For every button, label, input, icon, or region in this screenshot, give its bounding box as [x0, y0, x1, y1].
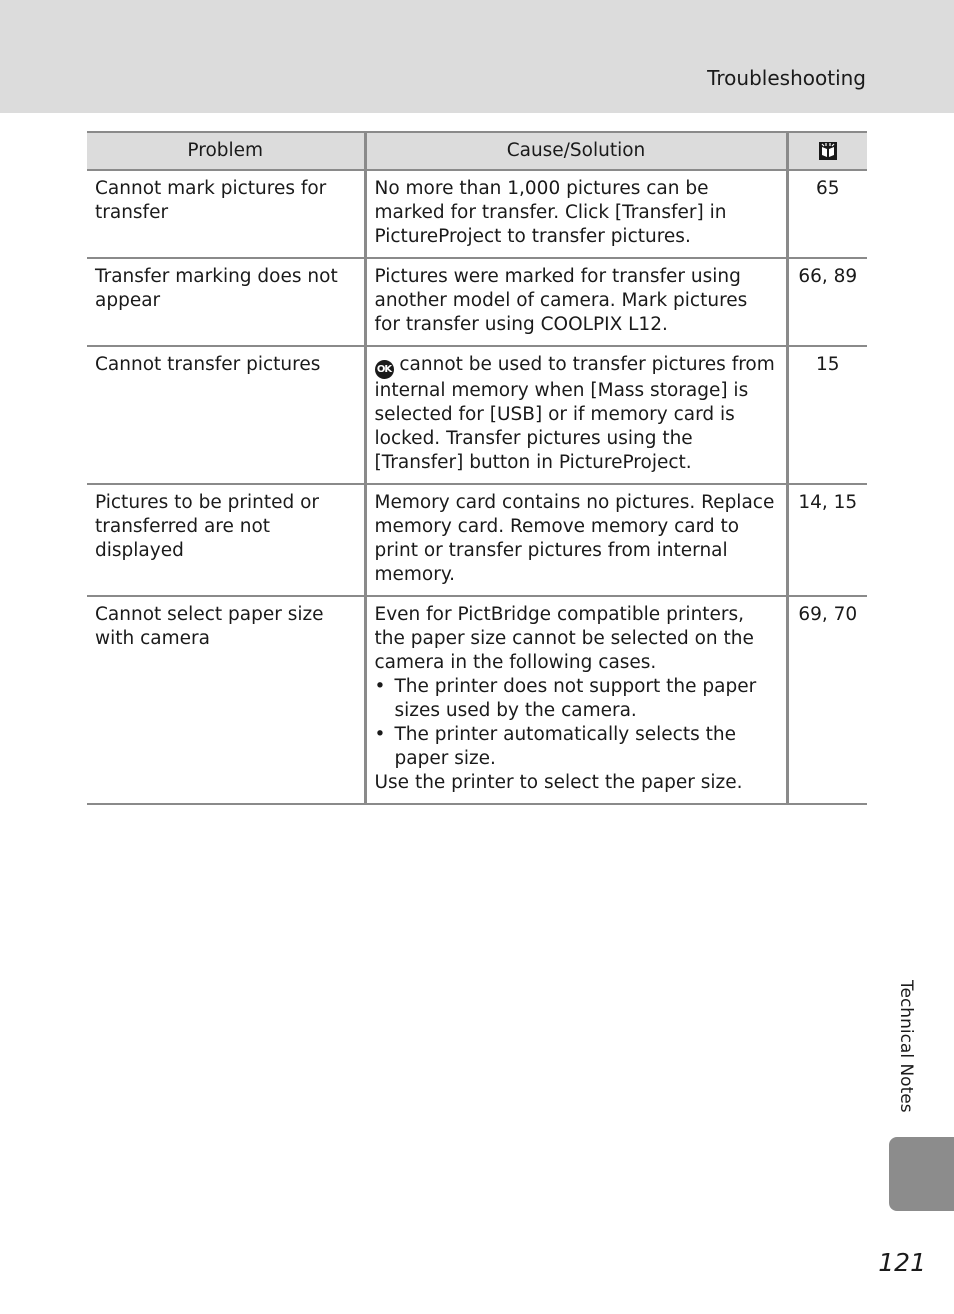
table-row	[87, 484, 867, 596]
solution-text: cannot be used to transfer pictures from internal memory when [Mass storage] is selected for [USB] or if memory card is locked. Transfer pictures using the [Transfer] button in PictureProject.	[374, 354, 775, 473]
header-page-ref	[787, 132, 867, 170]
bullet-text: The printer does not support the paper sizes used by the camera.	[394, 676, 757, 721]
section-title: Troubleshooting	[707, 66, 866, 90]
problem-cell: Pictures to be printed or transferred are not displayed	[87, 484, 365, 596]
troubleshooting-table	[87, 131, 867, 805]
solution-bullet: • The printer automatically selects the paper size.	[375, 723, 778, 771]
solution-cell: Memory card contains no pictures. Replace memory card. Remove memory card to print or transfer pictures from internal memory.	[365, 484, 787, 596]
table-row	[87, 596, 867, 804]
side-section-label: Technical Notes	[896, 980, 916, 1113]
page-ref-cell: 15	[787, 346, 867, 484]
solution-cell	[365, 596, 787, 804]
page-ref-cell: 65	[787, 170, 867, 258]
header-band	[0, 0, 954, 113]
page-ref-cell: 66, 89	[787, 258, 867, 346]
table-row	[87, 346, 867, 484]
page-number: 121	[878, 1248, 926, 1277]
book-reference-icon	[818, 141, 838, 161]
solution-bullet: • The printer does not support the paper sizes used by the camera.	[375, 675, 778, 723]
problem-cell: Cannot mark pictures for transfer	[87, 170, 365, 258]
problem-cell: Cannot transfer pictures	[87, 346, 365, 484]
problem-cell: Transfer marking does not appear	[87, 258, 365, 346]
page-ref-cell: 14, 15	[787, 484, 867, 596]
header-problem: Problem	[87, 132, 365, 170]
solution-cell	[365, 346, 787, 484]
header-cause-solution: Cause/Solution	[365, 132, 787, 170]
problem-cell: Cannot select paper size with camera	[87, 596, 365, 804]
page-ref-cell: 69, 70	[787, 596, 867, 804]
bullet-text: The printer automatically selects the paper size.	[394, 724, 736, 769]
table-row	[87, 258, 867, 346]
table-row	[87, 170, 867, 258]
ok-button-icon: OK	[375, 360, 394, 379]
side-thumb-tab	[889, 1137, 954, 1211]
solution-outro: Use the printer to select the paper size.	[374, 772, 743, 793]
solution-intro: Even for PictBridge compatible printers, the paper size cannot be selected on the camera in the following cases.	[374, 604, 754, 673]
table-header-row	[87, 132, 867, 170]
solution-cell: No more than 1,000 pictures can be marked for transfer. Click [Transfer] in PictureProject to transfer pictures.	[365, 170, 787, 258]
solution-cell: Pictures were marked for transfer using another model of camera. Mark pictures for transfer using COOLPIX L12.	[365, 258, 787, 346]
